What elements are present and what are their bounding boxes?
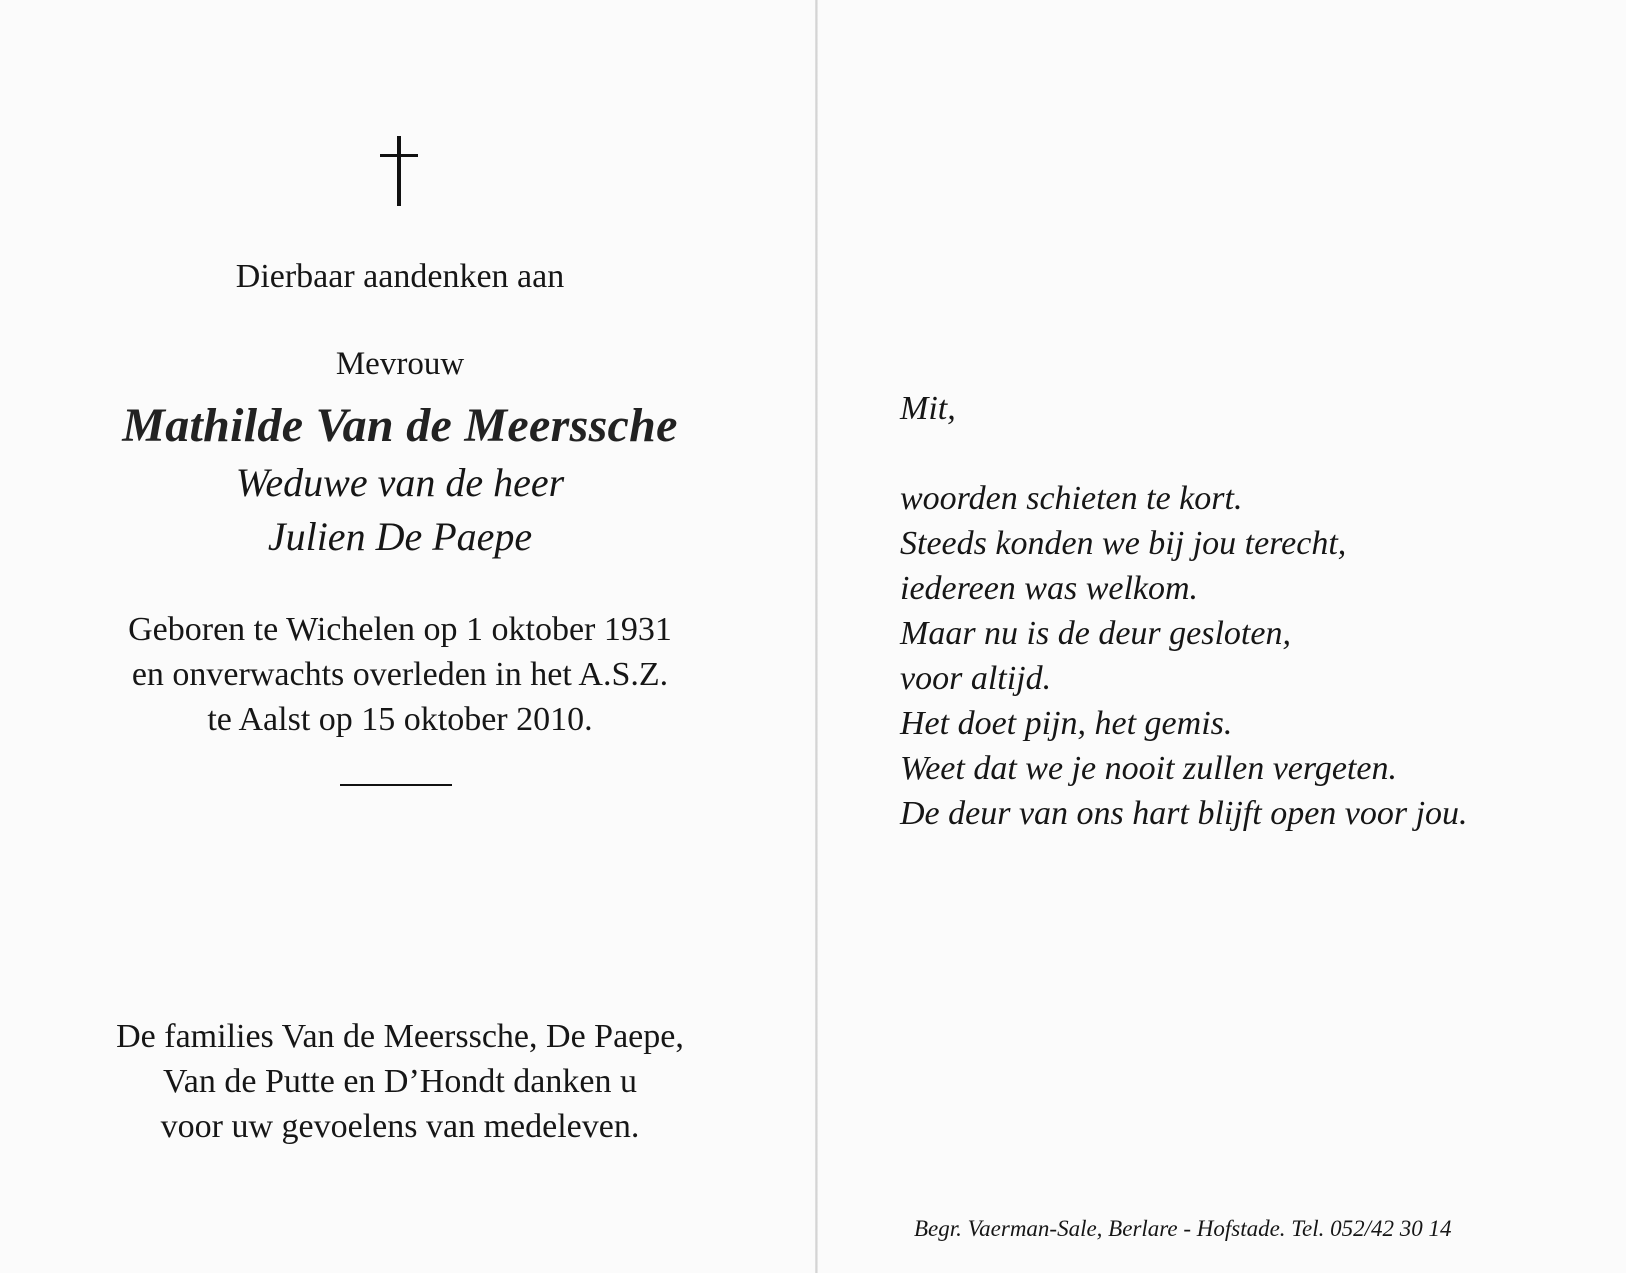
poem-line: Steeds konden we bij jou terecht, <box>900 525 1347 562</box>
intro-text: Dierbaar aandenken aan <box>235 258 565 295</box>
undertaker-credit: Begr. Vaerman-Sale, Berlare - Hofstade. Tel. 052/42 30 14 <box>914 1216 1452 1241</box>
bio-line: te Aalst op 15 oktober 2010. <box>207 701 593 738</box>
poem-line: Mit, <box>900 390 956 427</box>
thanks-line: voor uw gevoelens van medeleven. <box>160 1108 640 1145</box>
divider <box>340 784 452 786</box>
poem-line: voor altijd. <box>900 660 1052 697</box>
poem-line: Weet dat we je nooit zullen vergeten. <box>900 750 1397 787</box>
poem-line: De deur van ons hart blijft open voor jou. <box>900 795 1468 832</box>
bio-line: en onverwachts overleden in het A.S.Z. <box>131 656 669 693</box>
card-fold <box>815 0 818 1273</box>
thanks-line: Van de Putte en D’Hondt danken u <box>162 1063 637 1100</box>
right-panel <box>830 0 1626 1273</box>
honorific: Mevrouw <box>335 346 465 382</box>
poem-line: woorden schieten te kort. <box>900 480 1243 517</box>
deceased-name: Mathilde Van de Meerssche <box>122 399 678 452</box>
left-panel <box>0 0 800 1273</box>
cross-icon <box>380 136 418 206</box>
poem-line: iedereen was welkom. <box>900 570 1199 607</box>
spouse-line-1: Weduwe van de heer <box>235 460 565 505</box>
poem-line: Het doet pijn, het gemis. <box>900 705 1233 742</box>
thanks-line: De families Van de Meerssche, De Paepe, <box>116 1018 684 1055</box>
poem-line: Maar nu is de deur gesloten, <box>900 615 1291 652</box>
bio-line: Geboren te Wichelen op 1 oktober 1931 <box>128 611 672 648</box>
spouse-line-2: Julien De Paepe <box>267 514 533 559</box>
